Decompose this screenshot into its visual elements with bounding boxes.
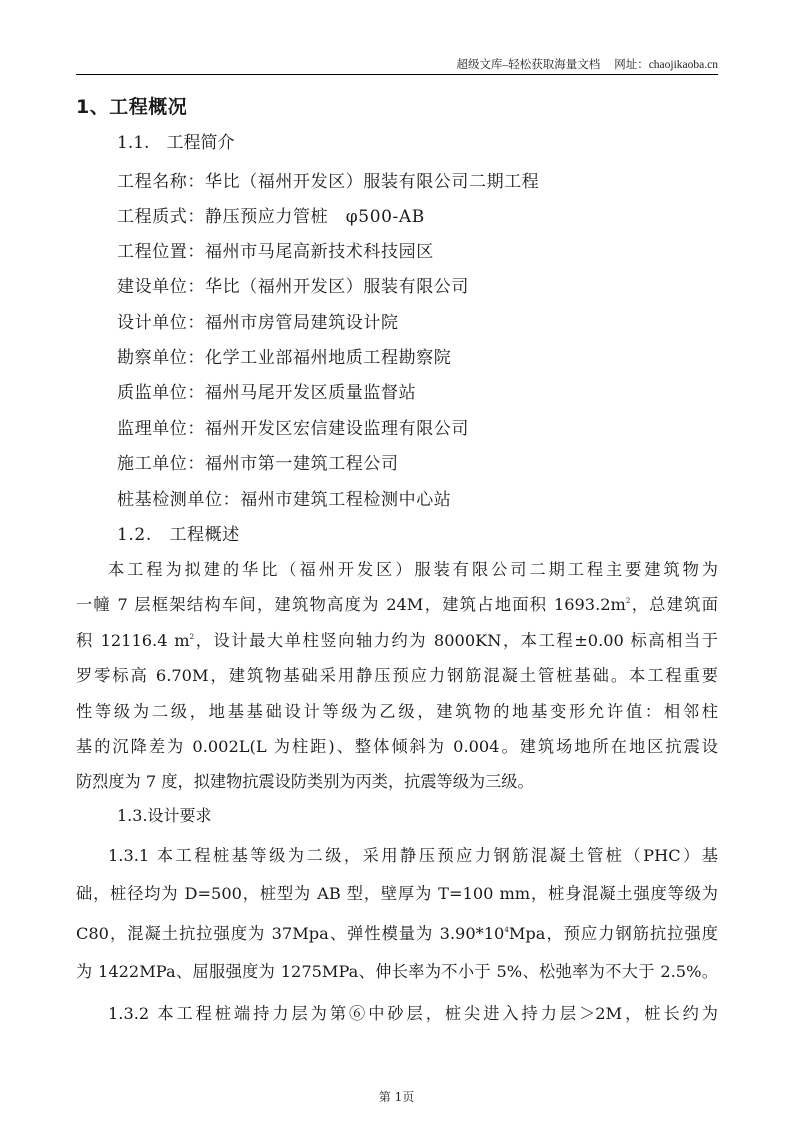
field-quality-supervisor: 质监单位：福州马尾开发区质量监督站 bbox=[117, 383, 417, 403]
design-req-line-4: 为 1422MPa、屈服强度为 1275MPa、伸长率为不小于 5%、松弛率为不大于 2.5%。 bbox=[76, 962, 718, 981]
overview-line-5: 性等级为二级，地基基础设计等级为乙级，建筑物的地基变形允许值：相邻柱 bbox=[76, 702, 718, 721]
header-url: 网址：chaojikaoba.cn bbox=[614, 59, 718, 71]
field-contractor: 施工单位：福州市第一建筑工程公司 bbox=[117, 454, 399, 474]
field-project-name: 工程名称：华比（福州开发区）服装有限公司二期工程 bbox=[117, 172, 540, 192]
subsection-title-1-1: 1.1. 工程简介 bbox=[117, 133, 235, 153]
section-title: 1、工程概况 bbox=[76, 96, 188, 118]
field-supervision: 监理单位：福州开发区宏信建设监理有限公司 bbox=[117, 419, 469, 439]
design-req-line-2: 础，桩径均为 D=500，桩型为 AB 型，壁厚为 T=100 mm，桩身混凝土强度等级为 bbox=[76, 884, 718, 903]
header-text bbox=[456, 56, 718, 72]
overview-line-7: 防烈度为 7 度，拟建物抗震设防类别为丙类，抗震等级为三级。 bbox=[76, 772, 534, 791]
field-project-type: 工程质式：静压预应力管桩 φ500-AB bbox=[117, 207, 425, 227]
overview-line-3: 积 12116.4 $m^2$，设计最大单柱竖向轴力约为 8000KN，本工程±0.00 标高相当于 bbox=[76, 631, 718, 650]
page-header bbox=[76, 50, 718, 75]
subsection-title-1-2: 1.2. 工程概述 bbox=[117, 525, 240, 545]
design-req-line-1: 1.3.1 本工程桩基等级为二级，采用静压预应力钢筋混凝土管桩（PHC）基 bbox=[108, 846, 718, 865]
design-req-line-3: C80，混凝土抗拉强度为 37Mpa、弹性模量为 $3.90*10^4Mpa$，预应力钢筋抗拉强度 bbox=[76, 924, 718, 943]
subsection-title-1-3: 1.3.设计要求 bbox=[117, 806, 212, 825]
page-number: 第 1页 bbox=[378, 1090, 415, 1104]
field-owner: 建设单位：华比（福州开发区）服装有限公司 bbox=[117, 277, 469, 297]
field-project-location: 工程位置：福州市马尾高新技术科技园区 bbox=[117, 242, 434, 262]
overview-line-6: 基的沉降差为 0.002L(L 为柱距)、整体倾斜为 0.004。建筑场地所在地区抗震设 bbox=[76, 737, 718, 756]
field-pile-testing: 桩基检测单位：福州市建筑工程检测中心站 bbox=[117, 490, 452, 510]
field-surveyor: 勘察单位：化学工业部福州地质工程勘察院 bbox=[117, 348, 452, 368]
overview-line-1: 本工程为拟建的华比（福州开发区）服装有限公司二期工程主要建筑物为 bbox=[108, 560, 718, 579]
overview-line-2: 一幢 7 层框架结构车间，建筑物高度为 24M，建筑占地面积 $1693.2m^2$，总建筑面 bbox=[76, 595, 718, 614]
field-designer: 设计单位：福州市房管局建筑设计院 bbox=[117, 313, 399, 333]
overview-line-4: 罗零标高 6.70M，建筑物基础采用静压预应力钢筋混凝土管桩基础。本工程重要 bbox=[76, 666, 718, 685]
header-site-name: 超级文库–轻松获取海量文档 bbox=[456, 59, 601, 71]
design-req-2-line-1: 1.3.2 本工程桩端持力层为第⑥中砂层，桩尖进入持力层＞2M，桩长约为 bbox=[108, 1004, 718, 1023]
